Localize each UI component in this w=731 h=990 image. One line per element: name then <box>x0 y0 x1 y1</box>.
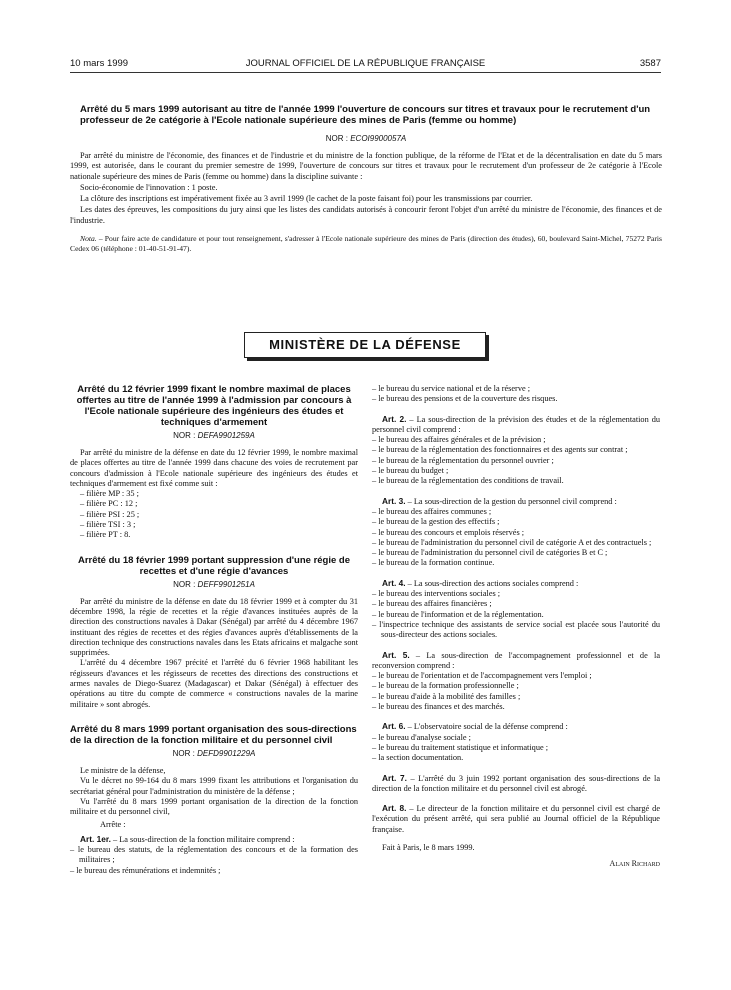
nor-label: NOR : <box>172 748 195 758</box>
list-item: – le bureau des affaires générales et de la prévision ; <box>372 435 546 445</box>
list-item: – le bureau de l'administration du personnel civil de catégorie A et des contractuels ; <box>372 537 652 547</box>
article-label: Art. 4. <box>382 577 406 588</box>
list-item: – le bureau du budget ; <box>372 466 449 476</box>
article-paragraph <box>372 650 660 672</box>
article-paragraph <box>372 773 660 795</box>
articles-list <box>372 414 660 835</box>
article-paragraph <box>372 414 660 436</box>
list-item: – le bureau de l'administration du personnel civil de catégories B et C ; <box>372 548 608 558</box>
paragraph: La clôture des inscriptions est impérativement fixée au 3 avril 1999 (le cachet de la poste faisant foi) pour les transmissions par courrier. <box>80 194 533 204</box>
article-text: – La sous-direction des actions sociales comprend : <box>405 578 579 588</box>
nor-label: NOR : <box>173 579 196 589</box>
article-5 <box>372 650 660 713</box>
list-item: – le bureau des affaires financières ; <box>372 599 492 609</box>
nota-label: Nota. <box>80 234 97 244</box>
article-title: Arrêté du 12 février 1999 fixant le nombre maximal de places offertes au titre de l'année 1999 à l'admission par concours à l'Ecole nationale supérieure des ingénieurs des études et techniques d'armement <box>76 384 352 428</box>
nor-label: NOR : <box>173 431 196 440</box>
paragraph: Par arrêté du ministre de la défense en date du 12 février 1999, le nombre maximal de places offertes au titre de l'année 1999 dans chacune des voies de recrutement par concours d'admission à l'Ecole nationale supérieure des ingénieurs des études et techniques d'armement est fixé comme suit : <box>70 448 358 488</box>
article-nor <box>70 431 358 440</box>
article-label: Art. 8. <box>382 803 407 814</box>
list-item: – filière MP : 35 ; <box>80 489 139 499</box>
page-header <box>70 58 661 73</box>
list-item: – filière PSI : 25 ; <box>80 509 140 519</box>
right-column-body <box>372 384 660 870</box>
list-item: – le bureau du service national et de la réserve ; <box>372 384 531 393</box>
article-label: Art. 2. <box>382 413 407 424</box>
ministry-heading: MINISTÈRE DE LA DÉFENSE <box>269 337 461 352</box>
list-item: – le bureau de la réglementation des fonctionnaires et des agents sur contrat ; <box>372 445 628 455</box>
article-text: – La sous-direction de la fonction militaire comprend : <box>110 834 295 844</box>
paragraph: Par arrêté du ministre de la défense en date du 18 février 1999 et à compter du 31 décembre 1998, la régie de recettes et la régie d'avances instituées auprès de la direction des constructions navales à Dakar (Sénégal) par arrêté du 4 décembre 1967 instituant des régies de recettes et des régies d'avances auprès d'établissements de la direction technique des constructions navales dans les Etats africains et malgache sont supprimées. <box>70 596 358 658</box>
article-paragraph <box>372 721 660 732</box>
nor-code: DEFD9901229A <box>197 748 256 758</box>
article-nor <box>70 580 358 589</box>
article-text: – L'observatoire social de la défense comprend : <box>405 722 568 732</box>
top-article <box>70 104 662 254</box>
right-column <box>372 384 660 870</box>
top-article-body <box>70 151 662 253</box>
paragraph: Vu l'arrêté du 8 mars 1999 portant organisation de la direction de la fonction militaire et du personnel civil, <box>70 796 358 817</box>
list-item: – le bureau de la réglementation des conditions de travail. <box>372 476 564 486</box>
list-item: – filière PT : 8. <box>80 530 131 540</box>
article-7 <box>372 773 660 795</box>
list-item: – le bureau du traitement statistique et informatique ; <box>372 742 549 752</box>
article-text: – Le directeur de la fonction militaire et du personnel civil est chargé de l'exécution du présent arrêté, qui sera publié au Journal officiel de la République française. <box>372 804 661 834</box>
article-3 <box>372 496 660 569</box>
nor-code: DEFA9901259A <box>197 431 255 440</box>
header-journal-title: JOURNAL OFFICIEL DE LA RÉPUBLIQUE FRANÇAISE <box>245 58 486 69</box>
list-item: – le bureau de l'orientation et de l'accompagnement vers l'emploi ; <box>372 671 592 681</box>
article-label: Art. 7. <box>382 772 407 783</box>
list-item: – le bureau des concours et emplois réservés ; <box>372 527 525 537</box>
nor-code: DEFF9901251A <box>197 579 255 589</box>
list-item: – le bureau des finances et des marchés. <box>372 702 505 712</box>
list-item: – le bureau des rémunérations et indemnités ; <box>70 865 221 875</box>
article-concours <box>70 384 358 541</box>
top-article-title: Arrêté du 5 mars 1999 autorisant au titre de l'année 1999 l'ouverture de concours sur titres et travaux pour le recrutement d'un professeur de 2e catégorie à l'Ecole nationale supérieure des mines de Paris (femme ou homme) <box>80 104 651 126</box>
article-paragraph <box>372 496 660 507</box>
article-title: Arrêté du 18 février 1999 portant suppression d'une régie de recettes et d'une régie d'avances <box>77 554 351 577</box>
list-item: – le bureau de la gestion des effectifs ; <box>372 517 500 527</box>
article-nor <box>70 749 358 758</box>
list-item: – le bureau des statuts, de la réglementation des concours et de la formation des militaires ; <box>70 845 358 865</box>
article-1 <box>70 834 358 845</box>
list-item: – le bureau de la formation continue. <box>372 558 495 568</box>
header-page-number: 3587 <box>639 58 661 69</box>
article-6 <box>372 721 660 763</box>
ministry-heading-box <box>244 332 486 358</box>
paragraph: Vu le décret no 99-164 du 8 mars 1999 fixant les attributions et l'organisation du secrétariat général pour l'administration du ministère de la défense ; <box>70 776 358 796</box>
article-text: – La sous-direction de l'accompagnement professionnel et de la reconversion comprend : <box>372 650 660 670</box>
article-2 <box>372 414 660 487</box>
article-label: Art. 6. <box>382 721 406 732</box>
article-regie <box>70 555 358 710</box>
done-line: Fait à Paris, le 8 mars 1999. <box>382 842 475 852</box>
paragraph: L'arrêté du 4 décembre 1967 précité et l'arrêté du 6 février 1968 habilitant les régisseurs d'avances et les régisseurs de recettes des directions des constructions et armes navales de Diego-Suarez (Madagascar) et Dakar (Sénégal) à effectuer des opérations au titre du compte de commerce « constructions navales de la marine militaire » sont abrogés. <box>70 658 358 709</box>
article-paragraph <box>372 578 660 589</box>
top-article-nor <box>70 134 662 143</box>
article-label: Art. 1er. <box>80 833 111 844</box>
paragraph: Socio-économie de l'innovation : 1 poste. <box>80 182 218 192</box>
header-date: 10 mars 1999 <box>70 58 129 69</box>
list-item: – filière TSI : 3 ; <box>80 520 136 530</box>
arrete-label: Arrête : <box>100 820 126 830</box>
list-item: – la section documentation. <box>372 753 464 763</box>
list-item: – le bureau d'aide à la mobilité des familles ; <box>372 691 521 701</box>
left-column <box>70 384 358 876</box>
list-item: – le bureau des interventions sociales ; <box>372 589 501 599</box>
article-organisation <box>70 724 358 876</box>
nota-text: – Pour faire acte de candidature et pour tout renseignement, s'adresser à l'Ecole nationale supérieure des mines de Paris (direction des études), 60, boulevard Saint-Michel, 75272 Paris Cedex 06 (téléphone : 01-40-51-91-47). <box>70 234 662 253</box>
paragraph: Le ministre de la défense, <box>80 765 166 775</box>
paragraph: Les dates des épreuves, les compositions du jury ainsi que les listes des candidats autorisés à concourir feront l'objet d'un arrêté du ministre de l'économie, des finances et de l'industrie. <box>70 205 662 225</box>
article-title: Arrêté du 8 mars 1999 portant organisation des sous-directions de la direction de la fonction militaire et du personnel civil <box>70 723 357 746</box>
list-item: – l'inspectrice technique des assistants de service social est placée sous l'autorité du sous-directeur des actions sociales. <box>372 619 660 640</box>
list-item: – le bureau de l'information et de la réglementation. <box>372 609 544 619</box>
article-label: Art. 3. <box>382 495 406 506</box>
article-text: – La sous-direction de la prévision des études et de la réglementation du personnel civil comprend : <box>372 414 661 434</box>
list-item: – filière PC : 12 ; <box>80 499 138 509</box>
list-item: – le bureau d'analyse sociale ; <box>372 732 471 742</box>
article-8 <box>372 803 660 835</box>
nor-code: ECOI9900057A <box>350 134 407 143</box>
article-4 <box>372 578 660 641</box>
nota <box>70 234 662 253</box>
list-item: – le bureau des affaires communes ; <box>372 506 492 516</box>
list-item: – le bureau de la réglementation du personnel ouvrier ; <box>372 455 554 465</box>
article-label: Art. 5. <box>382 649 410 660</box>
article-paragraph <box>372 803 660 835</box>
article-text: – La sous-direction de la gestion du personnel civil comprend : <box>405 496 617 506</box>
article-text: – L'arrêté du 3 juin 1992 portant organisation des sous-directions de la direction de la fonction militaire et du personnel civil est abrogé. <box>372 773 661 793</box>
list-item: – le bureau des pensions et de la couverture des risques. <box>372 394 558 404</box>
list-item: – le bureau de la formation professionnelle ; <box>372 681 519 691</box>
paragraph: Par arrêté du ministre de l'économie, des finances et de l'industrie et du ministre de la fonction publique, de la réforme de l'Etat et de la décentralisation en date du 5 mars 1999, est autorisée, dans le courant du premier semestre de 1999, l'ouverture de concours sur titres et travaux pour le recrutement d'un professeur de 2e catégorie à l'Ecole nationale supérieure des mines de Paris (femme ou homme) dans la discipline suivante : <box>70 151 662 181</box>
nor-label: NOR : <box>325 134 348 143</box>
signature: Alain Richard <box>609 859 660 869</box>
